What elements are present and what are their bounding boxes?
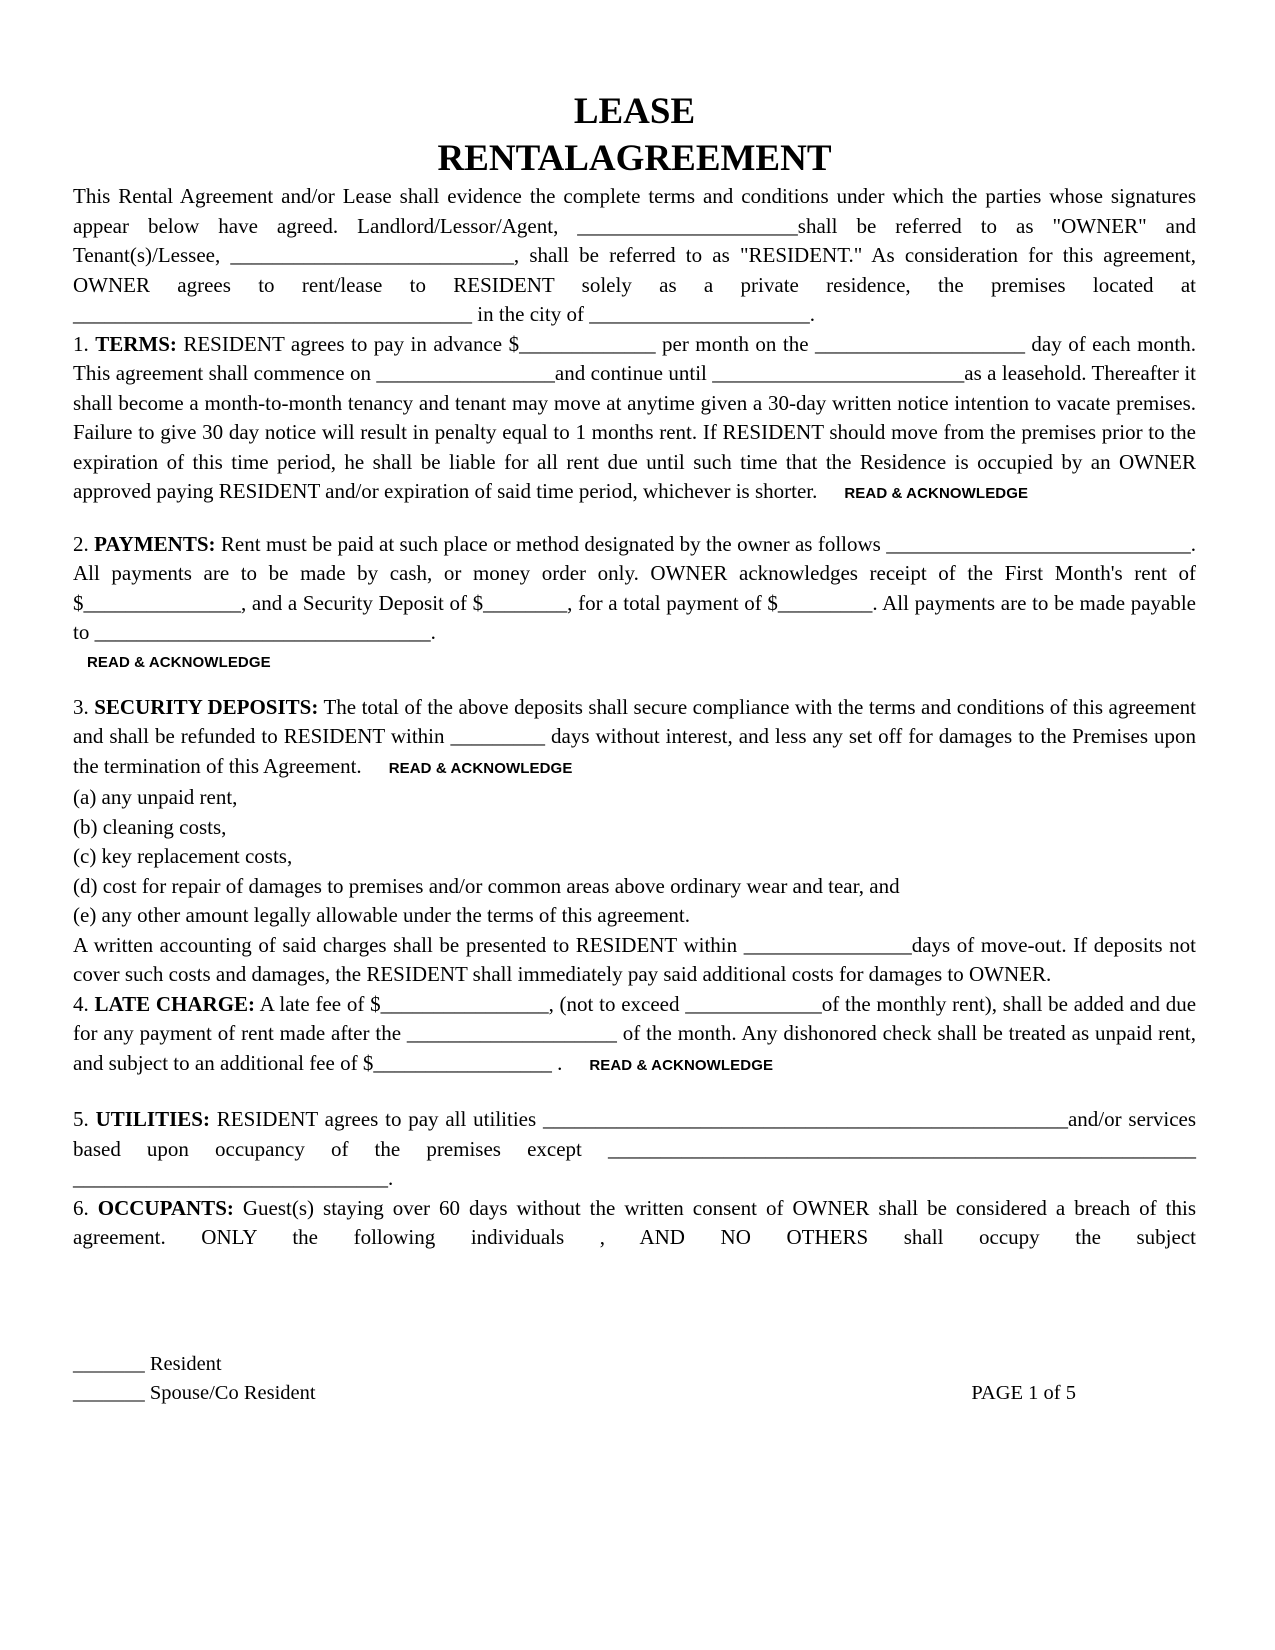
security-deduction-item-e: (e) any other amount legally allowable under the terms of this agreement. bbox=[73, 903, 690, 927]
page-footer bbox=[73, 1350, 1196, 1408]
read-acknowledge-label: READ & ACKNOWLEDGE bbox=[388, 759, 573, 777]
document-title-line2: RENTAL AGREEMENT bbox=[437, 138, 832, 179]
section-utilities bbox=[73, 1105, 1196, 1194]
security-deduction-item-b: (b) cleaning costs, bbox=[73, 814, 227, 839]
section-utilities-number: 5. bbox=[73, 1107, 89, 1131]
section-security-number: 3. bbox=[73, 694, 89, 719]
section-late-body: A late fee of $________________, (not to exceed _____________of the monthly rent), shall be added and due for any payment of rent made after the ____________________ of the month. Any dishonored check shall be treated as unpaid rent, and subject to an additional fee of $_________________ . bbox=[73, 991, 1197, 1075]
spouse-label: Spouse/Co Resident bbox=[149, 1381, 316, 1404]
section-terms bbox=[73, 330, 1196, 509]
read-acknowledge-label: READ & ACKNOWLEDGE bbox=[87, 653, 271, 671]
section-payments-number: 2. bbox=[73, 531, 89, 556]
section-occupants bbox=[73, 1194, 1196, 1253]
security-accounting-paragraph: A written accounting of said charges shall be presented to RESIDENT within ________________days of move-out. If deposits not cover such costs and damages, the RESIDENT shall immediately pay said additional costs for damages to OWNER. bbox=[73, 932, 1196, 986]
resident-initial-blank: _______ bbox=[73, 1352, 145, 1375]
section-occupants-number: 6. bbox=[73, 1195, 89, 1220]
security-deduction-item-d: (d) cost for repair of damages to premises and/or common areas above ordinary wear and tear, and bbox=[73, 873, 900, 898]
section-payments-body: Rent must be paid at such place or method designated by the owner as follows _____________________________. All payments are to be made by cash, or money order only. OWNER acknowledges receipt of the First Month's rent of $_______________, and a Security Deposit of $________, for a total payment of $_________. All payments are to be made payable to ________________________________. bbox=[73, 531, 1197, 644]
page-number: PAGE 1 of 5 bbox=[971, 1381, 1076, 1404]
section-security-deposits bbox=[73, 693, 1196, 990]
section-late-heading: LATE CHARGE: bbox=[94, 991, 256, 1016]
read-acknowledge-label: READ & ACKNOWLEDGE bbox=[589, 1056, 774, 1074]
section-late-number: 4. bbox=[73, 991, 89, 1016]
section-occupants-heading: OCCUPANTS: bbox=[97, 1195, 234, 1220]
signature-line-spouse bbox=[73, 1379, 316, 1408]
security-deduction-item-a: (a) any unpaid rent, bbox=[73, 785, 238, 809]
section-utilities-body: RESIDENT agrees to pay all utilities __________________________________________________and/or services based upon occupancy of the premises except ________________________________________________________ bbox=[73, 1107, 1197, 1161]
document-title bbox=[73, 88, 1196, 182]
section-payments-heading: PAYMENTS: bbox=[94, 531, 216, 556]
section-utilities-heading: UTILITIES: bbox=[95, 1107, 210, 1131]
section-security-heading: SECURITY DEPOSITS: bbox=[94, 694, 319, 719]
security-deduction-list bbox=[73, 783, 1196, 931]
signature-line-resident bbox=[73, 1350, 316, 1379]
utilities-continuation-blank: ______________________________. bbox=[73, 1166, 394, 1190]
section-payments bbox=[73, 530, 1196, 673]
resident-label: Resident bbox=[149, 1352, 222, 1375]
section-utilities-paragraph bbox=[73, 1105, 1196, 1164]
section-late-charge bbox=[73, 990, 1196, 1081]
section-terms-heading: TERMS: bbox=[95, 331, 177, 356]
section-terms-body: RESIDENT agrees to pay in advance $_____________ per month on the ____________________ day of each month. This agreement shall commence on _________________and continue until ________________________as a leasehold. Thereafter it shall become a month-to-month tenancy and tenant may move at anytime given a 30-day written notice intention to vacate premises. Failure to give 30 day notice will result in penalty equal to 1 months rent. If RESIDENT should move from the premises prior to the expiration of this time period, he shall be liable for all rent due until such time that the Residence is occupied by an OWNER approved paying RESIDENT and/or expiration of said time period, whichever is shorter. bbox=[73, 331, 1196, 503]
spouse-initial-blank: _______ bbox=[73, 1381, 145, 1404]
section-occupants-body: Guest(s) staying over 60 days without the written consent of OWNER shall be considered a breach of this agreement. ONLY the following individuals , AND NO OTHERS shall occupy the subject bbox=[73, 1195, 1196, 1249]
section-security-paragraph bbox=[73, 693, 1196, 784]
document-title-line1: LEASE bbox=[573, 91, 696, 132]
section-security-body: The total of the above deposits shall secure compliance with the terms and conditions of this agreement and shall be refunded to RESIDENT within _________ days without interest, and less any set off for damages to the Premises upon the termination of this Agreement. bbox=[73, 694, 1196, 778]
security-deduction-item-c: (c) key replacement costs, bbox=[73, 844, 293, 868]
section-payments-paragraph bbox=[73, 530, 1196, 648]
signature-initial-block bbox=[73, 1350, 316, 1408]
section-terms-number: 1. bbox=[73, 331, 89, 356]
intro-paragraph: This Rental Agreement and/or Lease shall evidence the complete terms and conditions under which the parties whose signatures appear below have agreed. Landlord/Lessor/Agent, _____________________shall be referred to as "OWNER" and Tenant(s)/Lessee, ___________________________, shall be referred to as "RESIDENT." As consideration for this agreement, OWNER agrees to rent/lease to RESIDENT solely as a private residence, the premises located at ______________________________________ in the city of _____________________. bbox=[73, 184, 1196, 326]
read-acknowledge-label: READ & ACKNOWLEDGE bbox=[844, 485, 1029, 502]
